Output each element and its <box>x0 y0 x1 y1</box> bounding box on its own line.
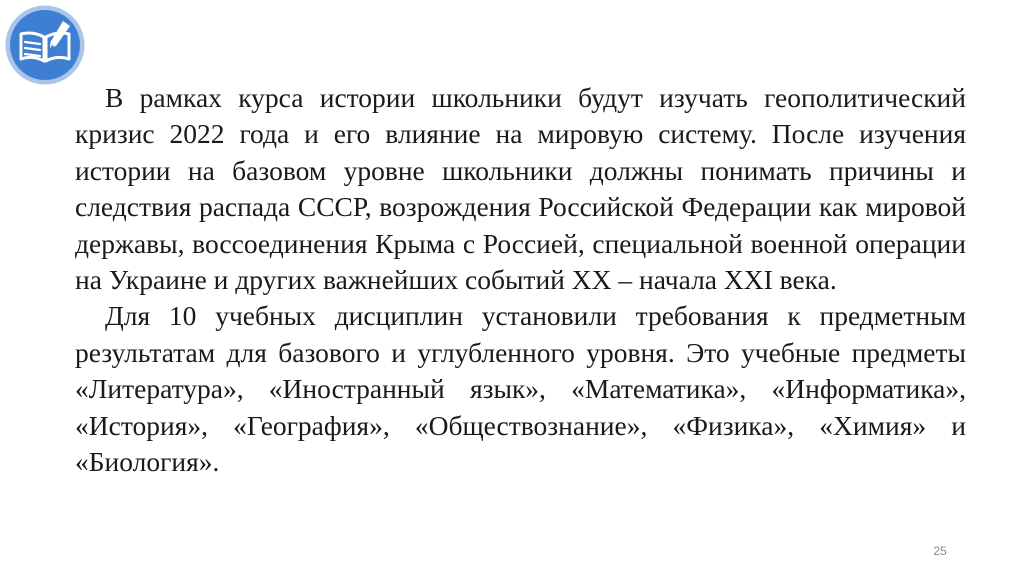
book-logo-icon <box>4 4 86 86</box>
paragraph-subject-requirements: Для 10 учебных дисциплин установили требования к предметным результатам для базового и углубленного уровня. Это учебные предметы «Литература», «Иностранный язык», «Математика», «Информатика», «История», «География», «Обществознание», «Физика», «Химия» и «Биология». <box>75 300 966 478</box>
paragraph-history-course: В рамках курса истории школьники будут изучать геополитический кризис 2022 года и его влияние на мировую систему. После изучения истории на базовом уровне школьники должны понимать причины и следствия распада СССР, возрождения Российской Федерации как мировой державы, воссоединения Крыма с Россией, специальной военной операции на Украине и других важнейших событий XX – начала XXI века. <box>75 82 966 296</box>
page-number: 25 <box>933 544 947 558</box>
slide-body-text <box>75 80 966 480</box>
